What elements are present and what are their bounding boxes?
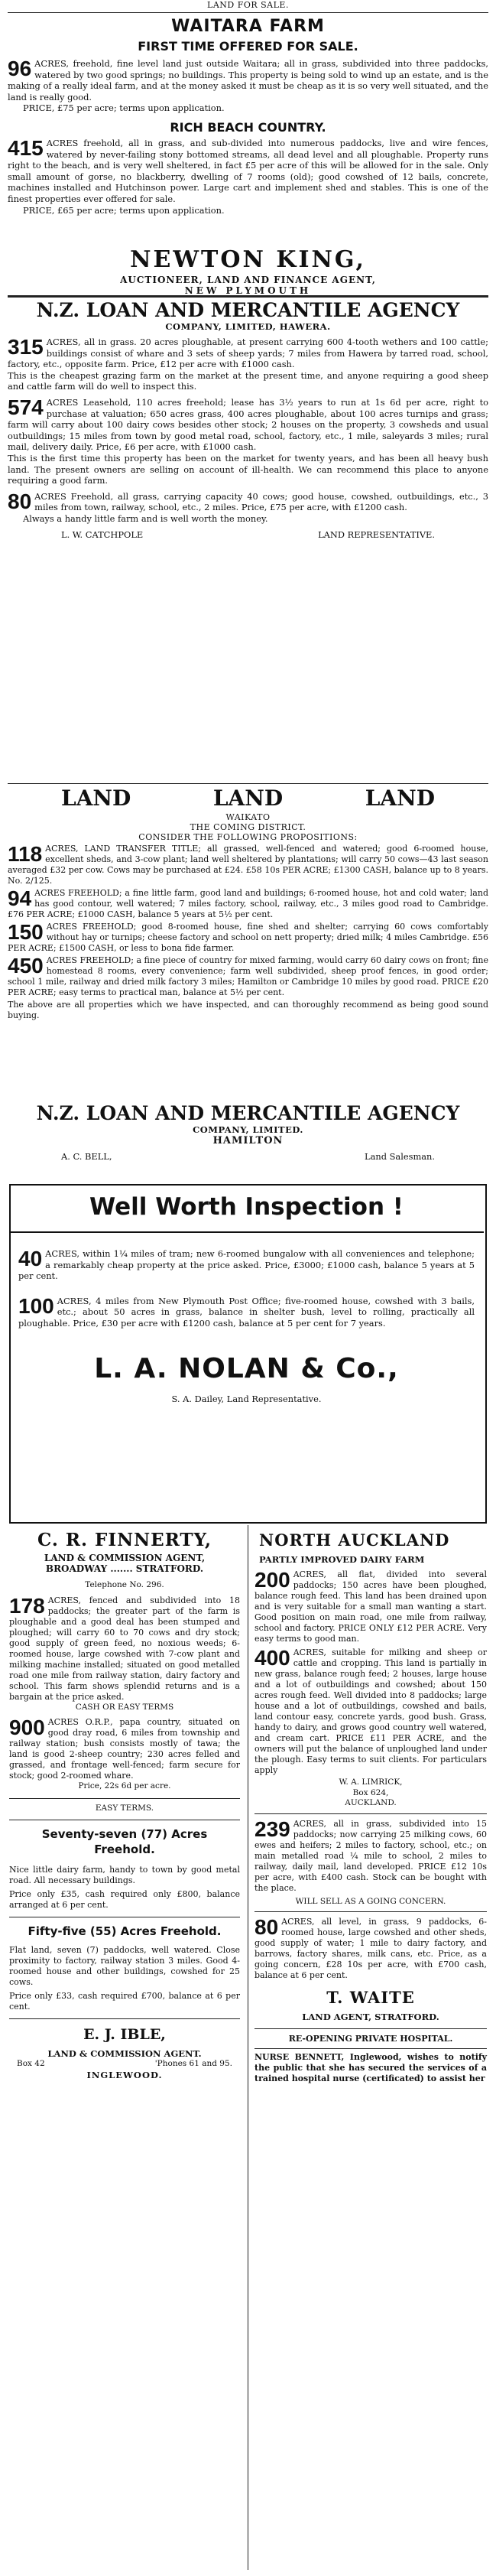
top-line [0, 0, 496, 10]
a315-acres: 315 [8, 335, 44, 359]
easy-terms: EASY TERMS. [95, 1803, 154, 1813]
waikato-region: WAIKATO [225, 812, 271, 822]
land-word: LAND [365, 785, 435, 811]
rich-beach-title: RICH BEACH COUNTRY. [170, 119, 326, 135]
waite-name: T. WAITE [326, 1988, 415, 2008]
divider [8, 295, 488, 298]
waitara-price: PRICE, £75 per acre; terms upon application. [23, 102, 225, 114]
limrick-name: W. A. LIMRICK, [339, 1778, 403, 1787]
divider [8, 783, 488, 784]
a450-acres: 450 [8, 954, 44, 977]
seventy-text: Nice little dairy farm, handy to town by good metal road. All necessary buildings. [9, 1865, 240, 1886]
waikato-closing: The above are all properties which we have inspected, and can thoroughly recommend as being good sound buying. [8, 1000, 488, 1020]
a150-text: ACRES FREEHOLD; good 8-roomed house, fine shed and shelter; carrying 60 cows comfortably without hay or turnips; cheese factory and school on nett property; dried milk; 4 miles Cambridge. £56 PER ACRE; £1500 CASH, or less to bona fide farmer. [8, 922, 488, 953]
newton-king-place: NEW PLYMOUTH [184, 285, 312, 296]
waitara-acres: 96 [8, 57, 32, 80]
nzloan-hawera [8, 300, 488, 540]
fifty-price: Price only £33, cash required £700, balance at 6 per cent. [9, 1991, 240, 2012]
nzloan2-sub: COMPANY, LIMITED. [193, 1124, 303, 1135]
a315-text: ACRES, all in grass. 20 acres ploughable, at present carrying 600 4-tooth wethers and 100 cattle; buildings consist of whare and 3 sets of sheep yards; 7 miles from Hawera by tarred road, school, factory, etc., opposite farm. Price, £12 per acre with £1000 cash. [8, 337, 488, 370]
a80b-acres: 80 [254, 1915, 279, 1940]
a118-acres: 118 [8, 842, 43, 866]
waite-sub: LAND AGENT, STRATFORD. [302, 2012, 439, 2023]
nzloan-hamilton [8, 1103, 488, 1163]
nzloan2-place: HAMILTON [212, 1135, 284, 1147]
seventy-title: Seventy-seven (77) Acres Freehold. [41, 1827, 208, 1857]
a200-text: ACRES, all flat, divided into several paddocks; 150 acres have been ploughed, balance rough feed. This land has been drained upon and is very suitable for a small man wanting a start. Good position on main road, one mile from railway, school and factory. PRICE ONLY £12 PER ACRE. Very easy terms to good man. [254, 1569, 487, 1644]
finnerty-addr: BROADWAY ....... STRATFORD. [45, 1563, 204, 1574]
topline-text: LAND FOR SALE. [207, 0, 289, 10]
a900-text: ACRES O.R.P., papa country, situated on good dray road, 6 miles from township and railway station; bush consists mostly of tawa; the land is good 2-sheep country; 230 acres felled and grassed, and frontage well-fenced; farm secure for stock; good 2-roomed whare. [9, 1717, 240, 1781]
waitara-ad [8, 17, 488, 216]
ible-box: Box 42 [17, 2059, 45, 2069]
a150-acres: 150 [8, 920, 44, 944]
a400-text: ACRES, suitable for milking and sheep or cattle and cropping. This land is partially in new grass, balance rough feed; 2 houses, large house and a lot of outbuildings and cowshed; about 150 acres rough feed. Well divided into 8 paddocks; large house and a lot of outbuildings, cowshed and bails, land contour easy, concrete yards, good bush. Grass, handy to dairy, and grows good country well watered, and cream cart. PRICE £11 PER ACRE, and the owners will put the balance of unploughed land under the plough. Easy terms to suit clients. For particulars apply [254, 1647, 487, 1775]
a100-text: ACRES, 4 miles from New Plymouth Post Office; five-roomed house, cowshed with 3 bails, etc.; about 50 acres in grass, balance in shelter bush, level to rolling, practically all ploughable. Price, £30 per acre with £1200 cash, balance at 5 per cent for 7 years. [18, 1295, 475, 1329]
fifty-text: Flat land, seven (7) paddocks, well watered. Close proximity to factory, railway station 3 miles. Good 4-roomed house and other buildings, cowshed for 25 cows. [9, 1945, 240, 1988]
ible-phone: 'Phones 61 and 95. [154, 2059, 232, 2069]
a239-text: ACRES, all in grass, subdivided into 15 paddocks; now carrying 25 milking cows, 60 ewes and heifers; 2 miles to factory, school, etc.; on main metalled road ¼ mile to school, 2 miles to railway, daily mail, land developed. PRICE £12 10s per acre, with £400 cash. Stock can be bought with the place. [254, 1818, 487, 1893]
a900-price: Price, 22s 6d per acre. [78, 1781, 171, 1791]
a178-acres: 178 [9, 1593, 45, 1618]
signature-right: Land Salesman. [365, 1151, 435, 1162]
waikato-tag: THE COMING DISTRICT. [190, 822, 306, 832]
signature-right: LAND REPRESENTATIVE. [318, 529, 435, 540]
nzloan2-signature [8, 1151, 488, 1163]
land-word: LAND [212, 785, 284, 811]
a80-text: ACRES Freehold, all grass, carrying capacity 40 cows; good house, cowshed, outbuildings, etc., 3 miles from town, railway, school, etc., 2 miles. Price, £75 per acre, with £1200 cash. [34, 490, 488, 513]
a80-note: Always a handy little farm and is well worth the money. [23, 512, 268, 524]
newton-king [8, 247, 488, 296]
a94-acres: 94 [8, 886, 32, 910]
a315-note: This is the cheapest grazing farm on the market at the present time, and anyone requiring a good sheep and cattle farm will do well to inspect this. [8, 369, 488, 392]
nolan-title: Well Worth Inspection ! [89, 1193, 404, 1221]
signature-left: L. W. CATCHPOLE [61, 529, 144, 540]
newton-king-sub: AUCTIONEER, LAND AND FINANCE AGENT, [120, 275, 376, 285]
divider [9, 1231, 484, 1233]
divider [254, 1813, 487, 1814]
divider [9, 1798, 240, 1799]
waitara-title: WAITARA FARM [171, 17, 325, 36]
ible-place: INGLEWOOD. [86, 2069, 163, 2080]
waikato-ad [8, 785, 488, 1021]
divider [9, 2018, 240, 2019]
a40-text: ACRES, within 1¼ miles of tram; new 6-roomed bungalow with all conveniences and telephone; a remarkably cheap property at the price asked. Price, £3000; £1000 cash, balance 5 years at 5 per cent. [18, 1248, 475, 1282]
a574-acres: 574 [8, 395, 44, 419]
a239-acres: 239 [254, 1817, 290, 1841]
north-auckland-ad [254, 1530, 487, 2084]
a900-acres: 900 [9, 1716, 45, 1740]
nzloan1-signature [8, 529, 488, 541]
nolan-content [18, 1192, 475, 1404]
a574-note: This is the first time this property has been on the market for twenty years, and has been all heavy bush land. The present owners are selling on account of ill-health. We can recommend this place to anyone requiring a good farm. [8, 452, 488, 486]
rich-beach-price: PRICE, £65 per acre; terms upon application. [23, 204, 225, 216]
finnerty-ad [9, 1530, 240, 2080]
a80-acres: 80 [8, 489, 32, 513]
waitara-subtitle: FIRST TIME OFFERED FOR SALE. [138, 39, 358, 54]
ible-sub: LAND & COMMISSION AGENT. [47, 2048, 202, 2060]
north-auckland-sub: PARTLY IMPROVED DAIRY FARM [259, 1554, 425, 1565]
ible-name: E. J. IBLE, [83, 2026, 166, 2044]
a100-acres: 100 [18, 1293, 54, 1318]
a400-acres: 400 [254, 1646, 290, 1670]
a200-acres: 200 [254, 1568, 290, 1592]
nzloan2-title: N.Z. LOAN AND MERCANTILE AGENCY [36, 1102, 460, 1124]
land-banner [8, 785, 488, 811]
reopen-title: RE-OPENING PRIVATE HOSPITAL. [288, 2034, 453, 2044]
nzloan1-sub: COMPANY, LIMITED, HAWERA. [165, 321, 331, 332]
nzloan1-title: N.Z. LOAN AND MERCANTILE AGENCY [36, 299, 460, 321]
rich-beach-text: ACRES freehold, all in grass, and sub-divided into numerous paddocks, live and wire fences, watered by never-failing stony bottomed streams, all dead level and all ploughable. Property runs right to the beach, and is very well sheltered, in fact £5 per acre of this will be allowed for in the sale. Only small amount of gorse, no blackberry, dwelling of 7 rooms (old); good cowshed of 12 bails, concrete, machines installed and Hutchinson power. Large cart and implement shed and stables. This is one of the finest properties ever offered for sale. [8, 137, 488, 204]
nolan-name: L. A. NOLAN & Co., [94, 1352, 399, 1384]
a80b-text: ACRES, all level, in grass, 9 paddocks, 6-roomed house, large cowshed and other sheds, good supply of water; 1 mile to dairy factory, and barrows, factory shares, milk cans, etc. Price, as a going concern, £28 10s per acre, with £700 cash, balance at 6 per cent. [254, 1917, 487, 1981]
a178-terms: CASH OR EASY TERMS [75, 1702, 174, 1712]
limrick-box: Box 624, [352, 1787, 389, 1797]
finnerty-sub: LAND & COMMISSION AGENT, [44, 1553, 206, 1563]
limrick-place: AUCKLAND. [345, 1798, 397, 1808]
divider [254, 2028, 487, 2029]
a178-text: ACRES, fenced and subdivided into 18 paddocks; the greater part of the farm is ploughable and a good deal has been stumped and ploughed; will carry 60 to 70 cows and dry stock; good supply of green feed, no noxious weeds; 6-roomed house, large cowshed with 7-cow plant and milking machine installed; situated on good metalled road one mile from railway station, dairy factory and school. This farm shows splendid returns and is a bargain at the price asked. [9, 1595, 240, 1702]
rich-beach-acres: 415 [8, 135, 44, 160]
land-word: LAND [61, 785, 131, 811]
a118-text: ACRES, LAND TRANSFER TITLE; all grassed, well-fenced and watered; good 6-roomed house, excellent sheds, and 3-cow plant; land well sheltered by plantations; will carry 50 cows—43 last season averaged £32 per cow. Cows may be purchased at £24. £58 10s PER ACRE; £1300 CASH, balance up to 8 years. No. 2/125. [8, 844, 488, 886]
divider [8, 12, 488, 13]
waikato-consider: CONSIDER THE FOLLOWING PROPOSITIONS: [138, 832, 358, 842]
newton-king-name: NEWTON KING, [130, 246, 366, 273]
a40-acres: 40 [18, 1247, 43, 1270]
north-auckland-title: NORTH AUCKLAND [259, 1530, 450, 1550]
finnerty-tel: Telephone No. 296. [85, 1580, 164, 1589]
divider [254, 1911, 487, 1912]
a94-text: ACRES FREEHOLD; a fine little farm, good land and buildings; 6-roomed house, hot and cold water; land has good contour, well watered; 7 miles factory, school, railway, etc., 3 miles good road to Cambridge. £76 PER ACRE; £1000 CASH, balance 5 years at 5½ per cent. [8, 888, 488, 919]
reopen-text: NURSE BENNETT, Inglewood, wishes to notify the public that she has secured the services of a trained hospital nurse (certificated) to assist her [254, 2052, 487, 2084]
a574-text: ACRES Leasehold, 110 acres freehold; lease has 3½ years to run at 1s 6d per acre, right to purchase at valuation; 650 acres grass, 400 acres ploughable, about 100 acres turnips and grass; farm will carry about 100 dairy cows besides other stock; 2 houses on the property, 3 cowsheds and usual outbuildings; 15 miles from town by good metal road, school, factory, etc., 1 mile, saleyards 3 miles; rural mail, delivery daily. Price, £6 per acre, with £1000 cash. [8, 396, 488, 453]
divider [254, 2048, 487, 2049]
a239-note: WILL SELL AS A GOING CONCERN. [295, 1896, 446, 1906]
finnerty-name: C. R. FINNERTY, [37, 1530, 212, 1550]
a450-text: ACRES FREEHOLD; a fine piece of country for mixed farming, would carry 60 dairy cows on front; fine homestead 8 rooms, every convenience; farm well subdivided, sheep proof fences, in good order; school 1 mile, railway and dried milk factory 3 miles; Hamilton or Cambridge 10 miles by good road. PRICE £20 PER ACRE; easy terms to practical man, balance at 5½ per cent. [8, 955, 488, 997]
waitara-text: ACRES, freehold, fine level land just outside Waitara; all in grass, subdivided into three paddocks, watered by two good springs; no buildings. This property is being sold to wind up an estate, and is the making of a really ideal farm, and at the money asked it must be cheap as it is so very well situated, and the land is really good. [8, 58, 488, 102]
seventy-price: Price only £35, cash required only £800, balance arranged at 6 per cent. [9, 1889, 240, 1911]
nolan-rep: S. A. Dailey, Land Representative. [171, 1393, 322, 1404]
fifty-title: Fifty-five (55) Acres Freehold. [28, 1924, 222, 1939]
ible-contact [9, 2059, 240, 2070]
signature-left: A. C. BELL, [61, 1151, 112, 1162]
